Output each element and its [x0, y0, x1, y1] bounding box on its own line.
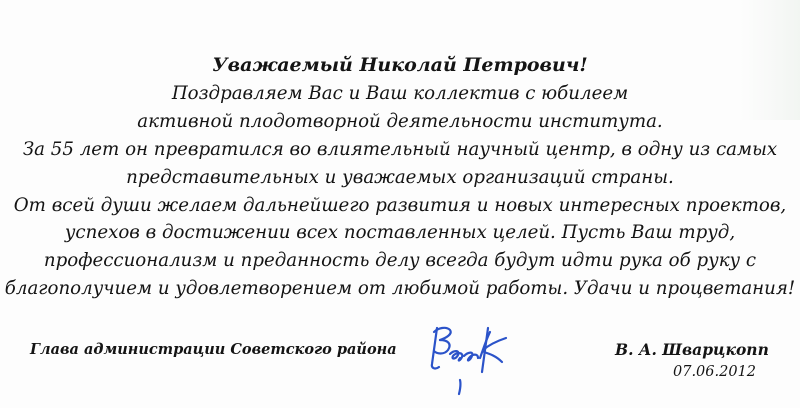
greeting: Уважаемый Николай Петрович! [212, 54, 588, 76]
letter-line: успехов в достижении всех поставленных целей. Пусть Ваш труд, [64, 222, 736, 244]
letter-date: 07.06.2012 [673, 364, 757, 380]
signer-position: Глава администрации Советского района [30, 341, 397, 358]
letter-line: благополучием и удовлетворением от любимой работы. Удачи и процветания! [4, 278, 796, 300]
letter-line: представительных и уважаемых организаций страны. [126, 166, 674, 188]
letter-line: профессионализм и преданность делу всегда будут идти рука об руку с [43, 250, 757, 272]
letter-line: активной плодотворной деятельности института. [137, 110, 663, 132]
letter-line: Поздравляем Вас и Ваш коллектив с юбилеем [171, 82, 629, 104]
signature-icon [420, 318, 525, 398]
letter-body [0, 52, 800, 303]
letter-line: От всей души желаем дальнейшего развития и новых интересных проектов, [13, 194, 787, 216]
signer-name: В. А. Шварцкопп [615, 340, 769, 359]
letter-line: За 55 лет он превратился во влиятельный научный центр, в одну из самых [22, 138, 778, 160]
